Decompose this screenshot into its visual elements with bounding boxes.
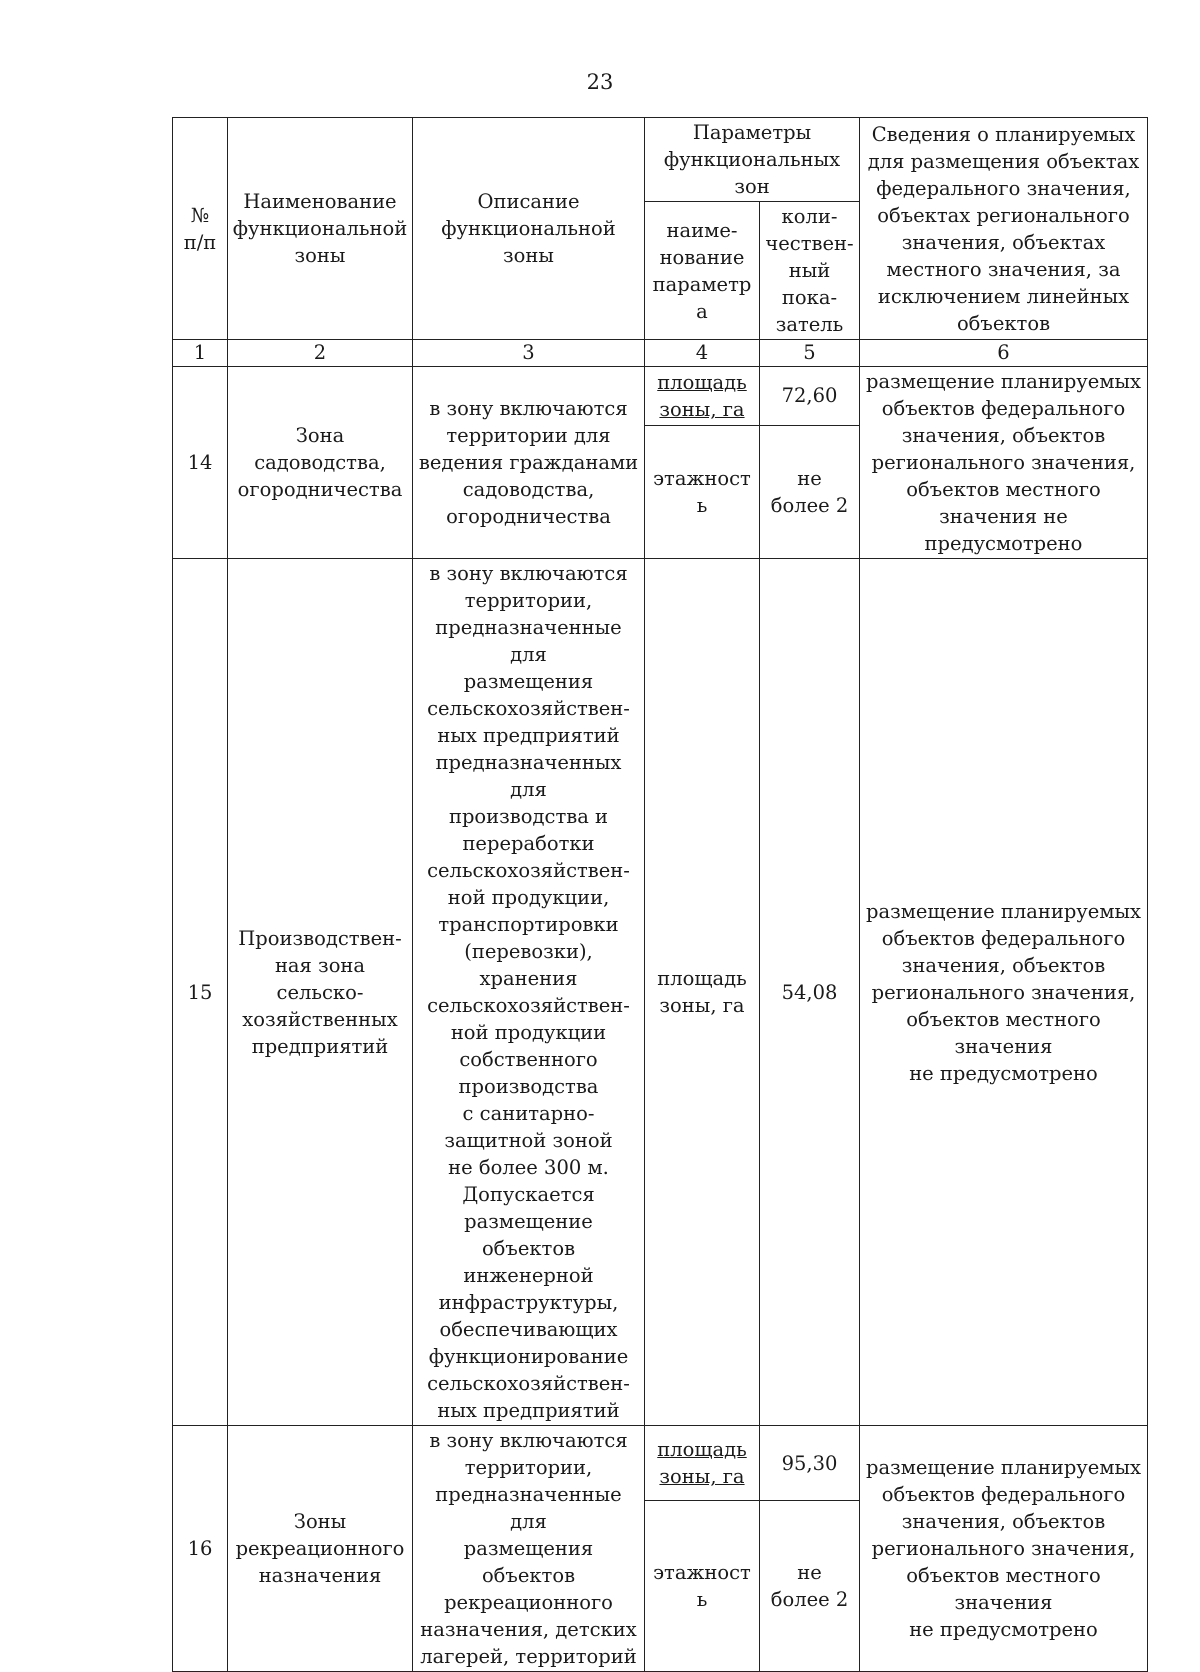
page-number: 23 <box>586 70 614 94</box>
zone-info: размещение планируемых объектов федерального значения, объектов регионального значения, объектов местного значения не предусмотрено <box>860 367 1148 559</box>
param-value: не более 2 <box>760 425 860 558</box>
row-num: 15 <box>173 559 228 1426</box>
row-num: 14 <box>173 367 228 559</box>
param-name: площадь зоны, га <box>645 559 760 1426</box>
column-number: 5 <box>760 340 860 367</box>
zone-info: размещение планируемых объектов федерального значения, объектов регионального значения, объектов местного значения не предусмотрено <box>860 1426 1148 1672</box>
header-params-group: Параметры функциональных зон <box>645 118 860 202</box>
header-row <box>173 118 1148 202</box>
zone-description: в зону включаются территории, предназначенные для размещения сельскохозяйствен- ных предприятий предназначенных для производства и переработки сельскохозяйствен- ной продукции, транспортировки (перевозки), хранения сельскохозяйствен- ной продукции собственного производства с санитарно- защитной зоной не более 300 м. Допускается размещение объектов инженерной инфраструктуры, обеспечивающих функционирование сельскохозяйствен- ных предприятий <box>413 559 645 1426</box>
table-row <box>173 367 1148 426</box>
column-number: 1 <box>173 340 228 367</box>
param-name: площадь зоны, га <box>645 1426 760 1501</box>
param-name: этажность <box>645 1501 760 1672</box>
zone-description: в зону включаются территории, предназначенные для размещения объектов рекреационного назначения, детских лагерей, территорий <box>413 1426 645 1672</box>
table-row <box>173 1426 1148 1501</box>
header-info: Сведения о планируемых для размещения объектах федерального значения, объектах регионального значения, объектах местного значения, за исключением линейных объектов <box>860 118 1148 340</box>
header-param-name: наиме- нование параметра <box>645 202 760 340</box>
column-number: 6 <box>860 340 1148 367</box>
table-row <box>173 559 1148 1426</box>
row-num: 16 <box>173 1426 228 1672</box>
param-value: 54,08 <box>760 559 860 1426</box>
column-numbers-row <box>173 340 1148 367</box>
zone-name: Зона садоводства, огородничества <box>228 367 413 559</box>
zone-description: в зону включаются территории для ведения гражданами садоводства, огородничества <box>413 367 645 559</box>
zone-info: размещение планируемых объектов федерального значения, объектов регионального значения, объектов местного значения не предусмотрено <box>860 559 1148 1426</box>
param-name: площадь зоны, га <box>645 367 760 426</box>
column-number: 2 <box>228 340 413 367</box>
param-value: 72,60 <box>760 367 860 426</box>
column-number: 3 <box>413 340 645 367</box>
param-name: этажность <box>645 425 760 558</box>
header-num: № п/п <box>173 118 228 340</box>
column-number: 4 <box>645 340 760 367</box>
header-name: Наименование функциональной зоны <box>228 118 413 340</box>
param-value: 95,30 <box>760 1426 860 1501</box>
functional-zones-table <box>172 117 1148 1672</box>
header-param-value: коли- чествен- ный пока- затель <box>760 202 860 340</box>
header-description: Описание функциональной зоны <box>413 118 645 340</box>
param-value: не более 2 <box>760 1501 860 1672</box>
zone-name: Зоны рекреационного назначения <box>228 1426 413 1672</box>
zone-name: Производствен- ная зона сельско- хозяйственных предприятий <box>228 559 413 1426</box>
